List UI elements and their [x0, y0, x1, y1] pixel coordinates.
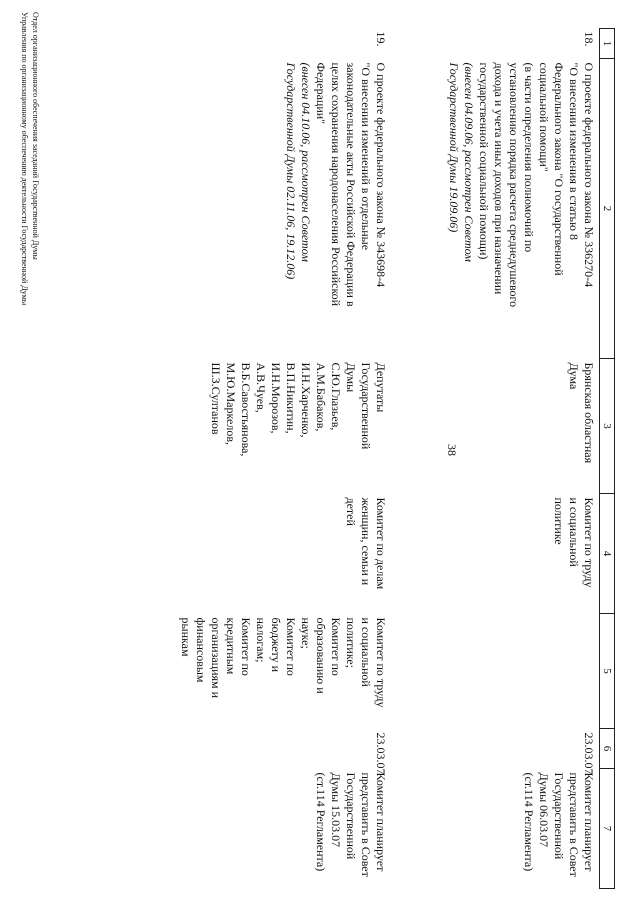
col-header-1: 1 — [600, 29, 615, 59]
col-header-3: 3 — [600, 359, 615, 494]
bills-table — [168, 28, 615, 889]
author: Депутаты Государственной Думы С.Ю.Глазьев, А.М.Бабаков, И.Н.Харченко, В.П.Никитин, И.Н.Морозов, А.В.Чуев, В.Б.Савостьянова, М.Ю.Маркелов, Ш.З.Султанов — [209, 362, 388, 457]
bill-title: О проекте федерального закона № 336270-4 "О внесении изменения в статью 8 Федерального закона "О государственной социальной помощи" (в части определения полномочий по установлению порядка расчета среднедушевого дохода и учета иных доходов при назначении государственной социальной помощи) (внесен 04.09.06, рассмотрен Советом Государственной Думы 19.09.06) — [391, 59, 600, 359]
page-number: 38 — [445, 444, 459, 456]
bill-title: О проекте федерального закона № 343698-4 "О внесении изменений в отдельные законодательные акты Российской Федерации в целях сохранения народонаселения Российской Федерации" (внесен 04.10.06, рассмотрен Советом Государственной Думы 02.11.06, 19.12.06) — [168, 59, 391, 359]
footer-line: Отдел организационного обеспечения заседаний Государственной Думы — [31, 12, 40, 260]
responsible-committee: Комитет по делам женщин, семьи и детей — [344, 497, 388, 590]
table-row — [168, 29, 391, 889]
col-header-7: 7 — [600, 769, 615, 889]
bill-note: (внесен 04.09.06, рассмотрен Советом — [462, 62, 476, 262]
col-header-6: 6 — [600, 729, 615, 769]
footer-line: Управления по организационному обеспечению деятельности Государственной Думы — [20, 12, 29, 306]
responsible-committee: Комитет по труду и социальной политике — [552, 497, 596, 588]
bill-note: (внесен 04.10.06, рассмотрен Советом — [299, 62, 313, 262]
row-number: 18. — [582, 31, 596, 47]
plan: Комитет планирует представить в Совет Государственной Думы 06.03.07 (ст.114 Регламента) — [522, 772, 596, 877]
co-executors: Комитет по труду и социальной политике; Комитет по образованию и науке; Комитет по бюджету и налогам; Комитет по кредитным организациям и финансовым рынкам — [179, 617, 388, 708]
col-header-5: 5 — [600, 614, 615, 729]
co-executors — [391, 614, 600, 729]
footer — [19, 12, 41, 305]
date: 23.03.07 — [582, 732, 596, 775]
row-number: 19. — [374, 31, 388, 47]
col-header-2: 2 — [600, 59, 615, 359]
header-row — [600, 29, 615, 889]
table-row — [391, 29, 600, 889]
col-header-4: 4 — [600, 494, 615, 614]
author: Брянская областная Дума — [567, 362, 596, 464]
date: 23.03.07 — [374, 732, 388, 775]
plan: Комитет планирует представить в Совет Государственной Думы 15.03.07 (ст.114 Регламента) — [314, 772, 388, 877]
